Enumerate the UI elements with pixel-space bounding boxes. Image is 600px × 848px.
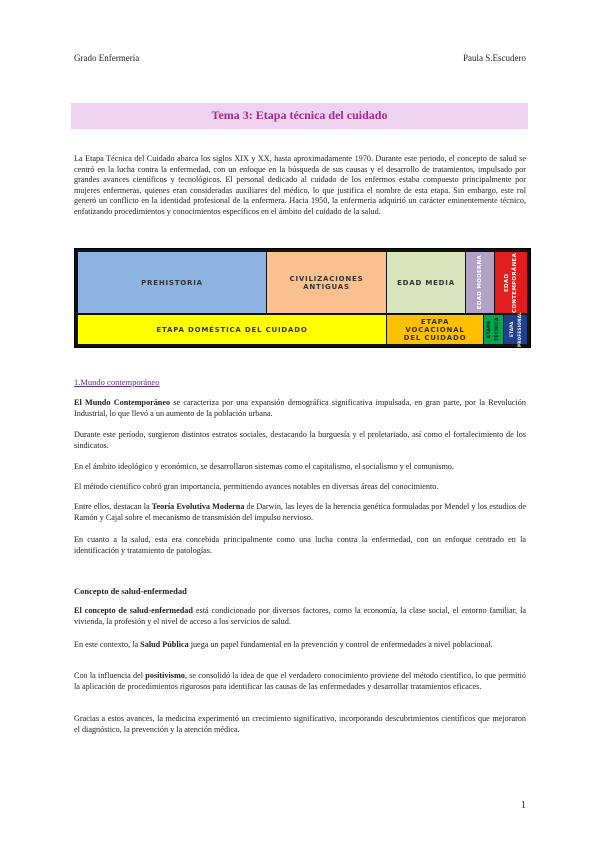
s1-paragraph-1 [74,398,526,419]
header-author: Paula S.Escudero [463,53,526,63]
timeline-edad-moderna [466,252,494,313]
s2-p2-text-a: En este contexto, la [74,640,141,649]
s1-paragraph-6: En cuanto a la salud, esta era concebida principalmente como una lucha contra la enfermedad, con un enfoque centrado en la identificación y tratamiento de patologías. [74,535,526,555]
etapa-tecnica-label: ETAPA TÉCNICA [486,317,500,342]
s2-p1-text: está condicionado por diversos factores, como la economía, la clase social, el entorno familiar, la vivienda, la profesión y el nivel de acceso a los servicios de salud. [74,606,526,626]
s1-p5-bold: Teoría Evolutiva Moderna [151,502,245,511]
s1-p5-text-b: de Darwin, las leyes de la herencia genética formuladas por Mendel y los estudios de Ramón y Cajal sobre el mecanismo de transmisión del impulso nervioso. [74,502,526,522]
header-course: Grado Enfermería [74,53,140,63]
timeline-etapa-profesional [504,312,527,347]
edad-moderna-label: EDAD MODERNA [477,255,483,310]
s2-p1-bold: El concepto de salud-enfermedad [74,606,193,615]
s2-p3-text-b: , se consolidó la idea de que el verdadero conocimiento proviene del método científico, lo que permitió la aplicación de procedimientos rigurosos para identificar las causas de las enfermedades y desarrollar tratamientos eficaces. [74,671,526,691]
intro-paragraph: La Etapa Técnica del Cuidado abarca los siglos XIX y XX, hasta aproximadamente 1970. Durante este periodo, el concepto de salud se centró en la lucha contra la enfermedad, con un enfoque en la búsqueda de sus causas y el desarrollo de tratamientos, impulsado por grandes avances científicos y tecnológicos. El personal dedicado al cuidado de los enfermos estaba compuesto principalmente por mujeres enfermeras, quienes eran consideradas auxiliares del médico, lo que justifica el nombre de esta etapa. Sin embargo, este rol generó un conflicto en la identidad profesional de la enfermera. Hacia 1950, la enfermería adquirió un carácter eminentemente técnico, enfatizando procedimientos y conocimientos específicos en el ámbito del cuidado de la salud. [74,154,526,216]
timeline-prehistoria: PREHISTORIA [78,252,266,313]
timeline-etapa-vocacional: ETAPA VOCACIONAL DEL CUIDADO [387,315,483,344]
s1-p5-text-a: Entre ellos, destacan la [74,502,152,511]
s1-p1-bold: El Mundo Contemporáneo [74,398,171,407]
section-1-heading[interactable]: 1.Mundo contemporáneo [74,377,160,387]
s2-paragraph-3 [74,671,526,692]
timeline-civilizaciones: CIVILIZACIONES ANTIGUAS [267,252,386,313]
s1-paragraph-3: En el ámbito ideológico y económico, se desarrollaron sistemas como el capitalismo, el socialismo y el comunismo. [74,462,454,471]
timeline-diagram [74,248,531,348]
s2-paragraph-4: Gracias a estos avances, la medicina experimentó un crecimiento significativo, incorporando descubrimientos científicos que mejoraron el diagnóstico, la prevención y la atención médica. [74,714,526,734]
page-title: Tema 3: Etapa técnica del cuidado [211,108,388,122]
s2-p3-text-a: Con la influencia del [74,671,146,680]
etapa-profesional-label: ETAPA PROFESIONAL [508,312,522,347]
page-number: 1 [521,800,526,811]
s2-p3-bold: positivismo [145,671,185,680]
s1-paragraph-2: Durante este período, surgieron distintos estratos sociales, destacando la burguesía y el proletariado, así como el fortalecimiento de los sindicatos. [74,430,526,450]
s2-paragraph-1 [74,606,526,627]
s1-paragraph-5 [74,502,526,523]
s1-paragraph-4: El método científico cobró gran importancia, permitiendo avances notables en diversas áreas del conocimiento. [74,482,439,491]
s1-p1-text: se caracteriza por una expansión demográfica significativa impulsada, en gran parte, por la Revolución Industrial, lo que llevó a un aumento de la población urbana. [74,398,526,418]
s2-p2-bold: Salud Pública [140,640,189,649]
s2-p2-text-b: juega un papel fundamental en la prevención y control de enfermedades a nivel poblacional. [188,640,493,649]
timeline-edad-contemporanea [495,252,527,313]
timeline-etapa-domestica: ETAPA DOMÉSTICA DEL CUIDADO [78,315,386,344]
section-2-heading: Concepto de salud-enfermedad [74,586,187,596]
title-box [71,103,528,129]
edad-contemporanea-label: EDAD CONTEMPORÁNEA [504,252,518,313]
s2-paragraph-2 [74,640,526,651]
timeline-etapa-tecnica [484,315,503,344]
timeline-edad-media: EDAD MEDIA [387,252,465,313]
